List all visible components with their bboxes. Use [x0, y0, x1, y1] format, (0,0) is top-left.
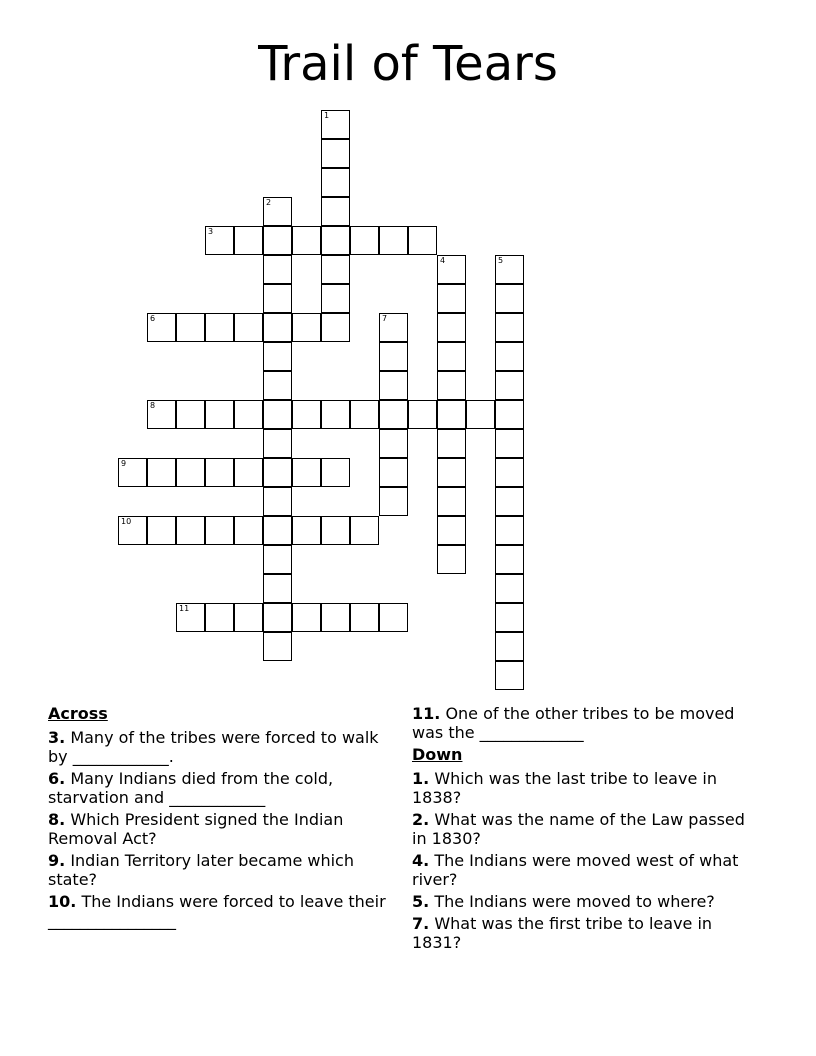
grid-cell[interactable]: [263, 226, 292, 255]
grid-cell[interactable]: [263, 632, 292, 661]
clue-across-6: 6. Many Indians died from the cold, starvation and ____________: [48, 769, 334, 807]
clue-number: 4: [440, 256, 446, 265]
grid-cell[interactable]: [321, 226, 350, 255]
grid-cell[interactable]: [321, 516, 350, 545]
grid-cell[interactable]: [176, 458, 205, 487]
clue-down-2: 2. What was the name of the Law passed in 1830?: [412, 810, 745, 848]
across-heading: Across: [48, 704, 108, 723]
grid-cell[interactable]: [321, 603, 350, 632]
grid-cell[interactable]: [379, 400, 408, 429]
grid-cell[interactable]: [437, 458, 466, 487]
grid-cell[interactable]: [379, 313, 408, 342]
grid-cell[interactable]: [379, 458, 408, 487]
grid-cell[interactable]: [205, 226, 234, 255]
grid-cell[interactable]: [292, 458, 321, 487]
grid-cell[interactable]: [234, 603, 263, 632]
grid-cell[interactable]: [437, 313, 466, 342]
grid-cell[interactable]: [147, 516, 176, 545]
down-heading: Down: [412, 745, 463, 764]
grid-cell[interactable]: [437, 284, 466, 313]
grid-cell[interactable]: [350, 226, 379, 255]
grid-cell[interactable]: [495, 429, 524, 458]
grid-cell[interactable]: [234, 313, 263, 342]
clue-number: 2: [266, 198, 272, 207]
grid-cell[interactable]: [263, 458, 292, 487]
grid-cell[interactable]: [263, 603, 292, 632]
grid-cell[interactable]: [495, 545, 524, 574]
grid-cell[interactable]: [350, 400, 379, 429]
clue-number: 1: [324, 111, 330, 120]
grid-cell[interactable]: [234, 226, 263, 255]
grid-cell[interactable]: [408, 226, 437, 255]
grid-cell[interactable]: [495, 313, 524, 342]
grid-cell[interactable]: [234, 458, 263, 487]
grid-cell[interactable]: [176, 400, 205, 429]
grid-cell[interactable]: [379, 603, 408, 632]
grid-cell[interactable]: [437, 487, 466, 516]
grid-cell[interactable]: [263, 516, 292, 545]
grid-cell[interactable]: [495, 342, 524, 371]
grid-cell[interactable]: [321, 284, 350, 313]
page-title: Trail of Tears: [258, 36, 558, 92]
across-clues: [48, 704, 388, 933]
grid-cell[interactable]: [379, 226, 408, 255]
grid-cell[interactable]: [263, 255, 292, 284]
grid-cell[interactable]: [205, 400, 234, 429]
clue-number: 6: [150, 314, 156, 323]
grid-cell[interactable]: [437, 545, 466, 574]
grid-cell[interactable]: [495, 487, 524, 516]
grid-cell[interactable]: [263, 545, 292, 574]
grid-cell[interactable]: [263, 197, 292, 226]
grid-cell[interactable]: [147, 400, 176, 429]
grid-cell[interactable]: [292, 516, 321, 545]
clue-number: 5: [498, 256, 504, 265]
grid-cell[interactable]: [379, 342, 408, 371]
grid-cell[interactable]: [263, 284, 292, 313]
grid-cell[interactable]: [495, 574, 524, 603]
grid-cell[interactable]: [437, 400, 466, 429]
grid-cell[interactable]: [350, 603, 379, 632]
grid-cell[interactable]: [118, 516, 147, 545]
clue-down-7: 7. What was the first tribe to leave in 1831?: [412, 914, 713, 952]
grid-cell[interactable]: [437, 342, 466, 371]
grid-cell[interactable]: [176, 603, 205, 632]
grid-cell[interactable]: [495, 371, 524, 400]
grid-cell[interactable]: [263, 371, 292, 400]
grid-cell[interactable]: [263, 487, 292, 516]
clue-number: 11: [179, 604, 190, 613]
clue-across-10: 10. The Indians were forced to leave their ________________: [48, 892, 386, 930]
grid-cell[interactable]: [263, 429, 292, 458]
grid-cell[interactable]: [118, 458, 147, 487]
grid-cell[interactable]: [495, 632, 524, 661]
clue-number: 3: [208, 227, 214, 236]
grid-cell[interactable]: [495, 458, 524, 487]
grid-cell[interactable]: [292, 400, 321, 429]
grid-cell[interactable]: [263, 313, 292, 342]
grid-cell[interactable]: [466, 400, 495, 429]
grid-cell[interactable]: [292, 226, 321, 255]
grid-cell[interactable]: [176, 313, 205, 342]
grid-cell[interactable]: [205, 516, 234, 545]
grid-cell[interactable]: [147, 313, 176, 342]
grid-cell[interactable]: [176, 516, 205, 545]
clue-number: 8: [150, 401, 156, 410]
grid-cell[interactable]: [350, 516, 379, 545]
grid-cell[interactable]: [437, 255, 466, 284]
clue-across-9: 9. Indian Territory later became which state?: [48, 851, 354, 889]
grid-cell[interactable]: [321, 458, 350, 487]
grid-cell[interactable]: [321, 255, 350, 284]
clue-number: 10: [121, 517, 132, 526]
grid-cell[interactable]: [437, 429, 466, 458]
clue-number: 9: [121, 459, 127, 468]
clue-down-5: 5. The Indians were moved to where?: [412, 892, 715, 911]
grid-cell[interactable]: [321, 110, 350, 139]
grid-cell[interactable]: [292, 603, 321, 632]
clue-down-1: 1. Which was the last tribe to leave in 1838?: [412, 769, 717, 807]
grid-cell[interactable]: [205, 458, 234, 487]
grid-cell[interactable]: [379, 487, 408, 516]
grid-cell[interactable]: [263, 574, 292, 603]
grid-cell[interactable]: [495, 284, 524, 313]
down-clues: [412, 704, 762, 955]
grid-cell[interactable]: [205, 603, 234, 632]
grid-cell[interactable]: [379, 429, 408, 458]
grid-cell[interactable]: [292, 313, 321, 342]
grid-cell[interactable]: [321, 313, 350, 342]
grid-cell[interactable]: [495, 603, 524, 632]
grid-cell[interactable]: [495, 255, 524, 284]
clue-across-8: 8. Which President signed the Indian Removal Act?: [48, 810, 344, 848]
grid-cell[interactable]: [437, 516, 466, 545]
clue-number: 7: [382, 314, 388, 323]
grid-cell[interactable]: [321, 139, 350, 168]
grid-cell[interactable]: [437, 371, 466, 400]
grid-cell[interactable]: [495, 516, 524, 545]
grid-cell[interactable]: [263, 342, 292, 371]
grid-cell[interactable]: [205, 313, 234, 342]
grid-cell[interactable]: [495, 400, 524, 429]
clue-across-11: 11. One of the other tribes to be moved was the _____________: [412, 704, 735, 742]
grid-cell[interactable]: [234, 516, 263, 545]
grid-cell[interactable]: [263, 400, 292, 429]
grid-cell[interactable]: [147, 458, 176, 487]
grid-cell[interactable]: [495, 661, 524, 690]
grid-cell[interactable]: [321, 400, 350, 429]
grid-cell[interactable]: [379, 371, 408, 400]
grid-cell[interactable]: [321, 168, 350, 197]
grid-cell[interactable]: [408, 400, 437, 429]
clue-across-3: 3. Many of the tribes were forced to walk by ____________.: [48, 728, 379, 766]
grid-cell[interactable]: [321, 197, 350, 226]
clue-down-4: 4. The Indians were moved west of what river?: [412, 851, 739, 889]
grid-cell[interactable]: [234, 400, 263, 429]
